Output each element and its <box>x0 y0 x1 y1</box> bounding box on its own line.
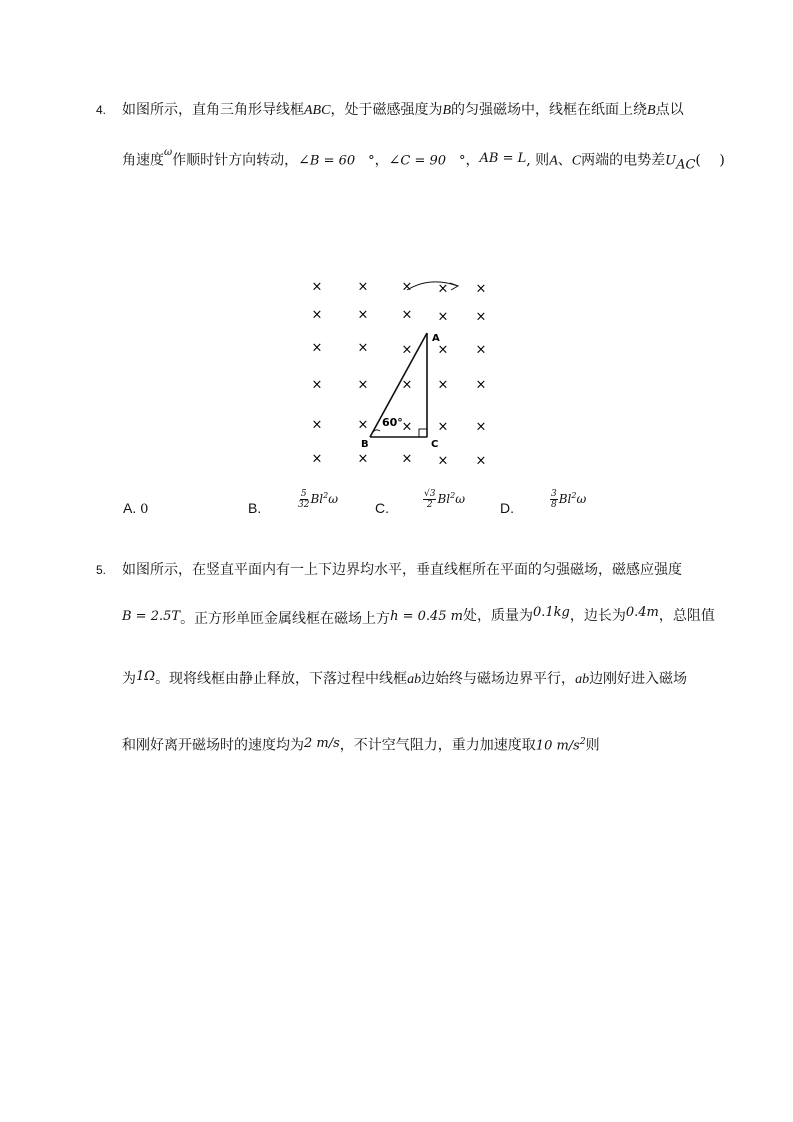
q5-ab: ab <box>575 672 590 687</box>
field-cross-mark: × <box>357 307 369 323</box>
q4-text: 角速度 <box>122 152 164 169</box>
q4-text: 、 <box>557 152 572 169</box>
q5-line-3 <box>122 669 687 690</box>
vertex-label-a: A <box>432 333 440 344</box>
q4-angle-c: C = 90 ° <box>400 153 466 169</box>
option-d-bl: Bl <box>558 492 572 506</box>
option-c-numerator: √3 <box>424 489 436 499</box>
q4-paren: ( ) <box>695 152 725 169</box>
angle-label-60: 60° <box>382 416 403 429</box>
field-cross-mark: × <box>475 342 487 358</box>
q4-a: A <box>549 153 558 169</box>
q4-b: B <box>647 103 656 118</box>
q4-text: 的匀强磁场中，线框在纸面上绕 <box>451 102 648 118</box>
q5-text: 如图所示，在竖直平面内有一上下边界均水平，垂直线框所在平面的匀强磁场，磁感应强度 <box>122 562 682 578</box>
q5-text: ，总阻值 <box>658 608 715 624</box>
field-cross-mark: × <box>311 279 323 295</box>
option-c-denominator: 2 <box>426 500 433 510</box>
q4-text: ， <box>465 152 480 169</box>
option-c-label: C. <box>375 500 389 516</box>
option-d[interactable] <box>500 500 514 516</box>
q4-u: U <box>665 153 677 169</box>
field-cross-mark: × <box>357 451 369 467</box>
field-cross-mark: × <box>401 279 413 295</box>
q5-side: 0.4m <box>625 605 659 620</box>
q5-h-value: h = 0.45 m <box>390 609 463 624</box>
right-angle-mark <box>419 429 427 437</box>
option-c-expr <box>423 489 465 510</box>
field-cross-mark: × <box>475 377 487 393</box>
field-cross-mark: × <box>437 309 449 325</box>
q4-line-2 <box>122 147 725 175</box>
option-d-power: 2 <box>571 491 577 500</box>
option-b-expr <box>298 489 338 510</box>
q5-text: 。现将线框由静止释放，下落过程中线框 <box>155 671 408 687</box>
q5-b-value: B = 2.5T <box>122 609 181 624</box>
q4-c: C <box>571 153 582 169</box>
field-cross-mark: × <box>311 340 323 356</box>
q5-text: ，不计空气阻力，重力加速度取 <box>339 737 536 754</box>
option-b-omega: ω <box>328 492 338 506</box>
q5-text: 边刚好进入磁场 <box>589 671 688 687</box>
q5-gravity: 10 m/s <box>535 738 580 754</box>
question-number-5: 5. <box>96 563 107 577</box>
question-number-4: 4. <box>96 103 107 117</box>
option-d-fraction <box>550 489 558 510</box>
q5-text: ，边长为 <box>569 608 626 624</box>
q4-text: ，∠ <box>374 152 401 169</box>
q4-angle-b: B = 60 ° <box>309 153 375 169</box>
field-cross-mark: × <box>401 419 413 435</box>
q5-ab: ab <box>407 672 422 687</box>
option-b-bl: Bl <box>310 492 324 506</box>
q5-line-1 <box>122 560 682 580</box>
field-cross-mark: × <box>401 451 413 467</box>
option-d-label: D. <box>500 500 514 516</box>
field-cross-mark: × <box>437 377 449 393</box>
q4-ab-eq: AB = L <box>479 150 527 166</box>
option-b-label: B. <box>248 500 262 516</box>
field-cross-mark: × <box>311 451 323 467</box>
field-cross-mark: × <box>357 377 369 393</box>
q4-u-sub: AC <box>676 157 696 173</box>
q4-text: 如图所示，直角三角形导线框 <box>122 102 304 118</box>
q5-text: 。正方形单匝金属线框在磁场上方 <box>180 611 391 627</box>
field-cross-mark: × <box>437 419 449 435</box>
option-b-power: 2 <box>323 491 329 500</box>
option-d-denominator: 8 <box>551 500 557 510</box>
q4-b: B <box>442 103 452 118</box>
q5-text: 则 <box>585 737 600 754</box>
option-d-omega: ω <box>576 492 587 506</box>
vertex-label-b: B <box>361 439 369 450</box>
q5-text: 处，质量为 <box>463 608 533 624</box>
q4-line-1 <box>122 100 684 121</box>
q5-text: 为 <box>122 671 136 687</box>
option-c-power: 2 <box>450 491 456 500</box>
vertex-label-c: C <box>431 439 439 450</box>
field-cross-mark: × <box>357 279 369 295</box>
q4-omega: ω <box>164 147 173 158</box>
field-cross-mark: × <box>401 377 413 393</box>
field-cross-mark: × <box>357 417 369 433</box>
option-a-value: 0 <box>140 502 149 517</box>
q5-text: 和刚好离开磁场时的速度均为 <box>122 737 304 754</box>
field-cross-mark: × <box>437 453 449 469</box>
q5-velocity: 2 m/s <box>304 735 340 751</box>
q4-text: 两端的电势差 <box>581 152 666 169</box>
q4-text: 点以 <box>655 102 684 118</box>
option-b-numerator: 5 <box>300 489 307 499</box>
field-cross-mark: × <box>401 307 413 323</box>
field-cross-mark: × <box>437 342 449 358</box>
field-cross-mark: × <box>475 309 487 325</box>
field-cross-mark: × <box>311 417 323 433</box>
option-a[interactable] <box>123 500 148 517</box>
option-c-omega: ω <box>455 492 466 506</box>
option-b[interactable] <box>248 500 261 516</box>
q4-text: 作顺时针方向转动，∠ <box>172 152 310 169</box>
option-a-label: A. <box>123 500 137 516</box>
option-c-fraction <box>423 489 436 510</box>
field-cross-mark: × <box>401 342 413 358</box>
option-d-numerator: 3 <box>551 489 557 499</box>
option-b-fraction <box>298 489 309 510</box>
q5-text: 边始终与磁场边界平行， <box>421 671 576 687</box>
field-cross-mark: × <box>475 453 487 469</box>
q4-text: ，处于磁感强度为 <box>330 102 443 118</box>
q5-line-4 <box>122 732 600 757</box>
option-c[interactable] <box>375 500 389 516</box>
field-cross-mark: × <box>437 281 449 297</box>
field-cross-mark: × <box>475 281 487 297</box>
field-cross-mark: × <box>311 377 323 393</box>
q5-gravity-sup: 2 <box>579 737 586 747</box>
magnetic-field-crosses <box>312 280 487 469</box>
rotating-triangle-figure <box>300 270 500 475</box>
q4-text: , 则 <box>526 152 550 169</box>
field-cross-mark: × <box>311 307 323 323</box>
field-cross-mark: × <box>475 419 487 435</box>
option-c-bl: Bl <box>437 492 451 506</box>
option-d-expr <box>550 489 586 510</box>
q4-abc: ABC <box>304 103 331 118</box>
q5-resistance: 1Ω <box>136 669 156 684</box>
option-b-denominator: 32 <box>298 500 310 510</box>
field-cross-mark: × <box>357 340 369 356</box>
q5-mass: 0.1kg <box>533 605 570 620</box>
q5-line-2 <box>122 606 715 627</box>
